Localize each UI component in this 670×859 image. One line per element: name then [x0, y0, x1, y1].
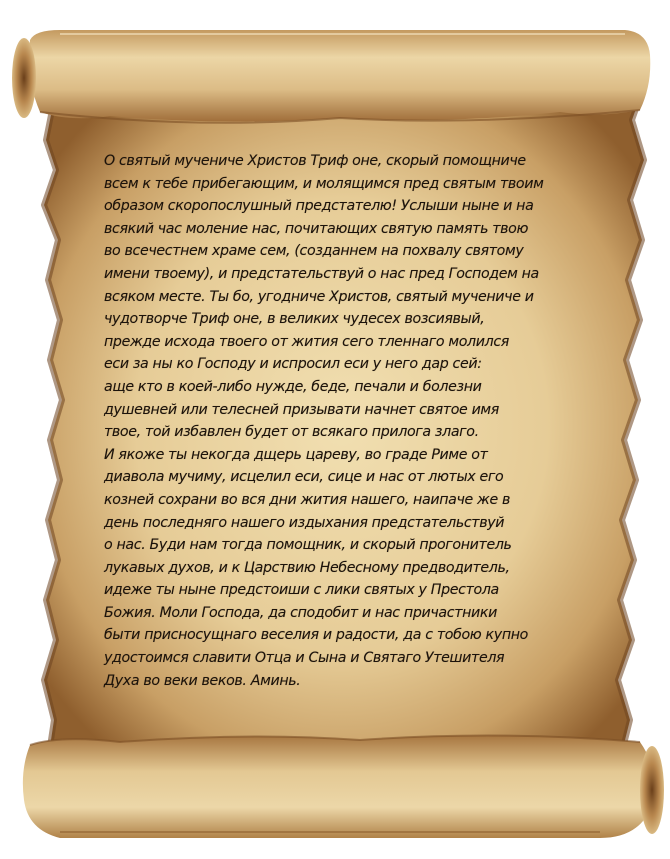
prayer-line: прежде исхода твоего от жития сего тленнаго молился — [104, 333, 509, 350]
prayer-text — [104, 150, 624, 692]
prayer-line: аще кто в коей-либо нужде, беде, печали и болезни — [104, 378, 482, 395]
prayer-line: лукавых духов, и к Царствию Небесному предводитель, — [104, 559, 510, 576]
prayer-line: имени твоему), и предстательствуй о нас пред Господем на — [104, 265, 539, 282]
prayer-line: еси за ны ко Господу и испросил еси у него дар сей: — [104, 356, 482, 373]
top-roll — [12, 30, 650, 123]
prayer-line: идеже ты ныне предстоиши с лики святых у Престола — [104, 582, 499, 599]
prayer-line: образом скоропослушный предстателю! Услыши ныне и на — [104, 198, 534, 215]
prayer-line: О святый мучениче Христов Триф оне, скорый помощниче — [104, 153, 526, 169]
prayer-line: удостоимся славити Отца и Сына и Святаго Утешителя — [104, 650, 505, 667]
bottom-roll-right-end — [640, 746, 664, 834]
prayer-line: всякий час моление нас, почитающих святую память твою — [104, 220, 529, 237]
prayer-line: всяком месте. Ты бо, угодниче Христов, святый мучениче и — [104, 288, 534, 305]
prayer-line: быти присносущнаго веселия и радости, да с тобою купно — [104, 627, 529, 644]
top-roll-left-end — [12, 38, 36, 118]
prayer-line: чудотворче Триф оне, в великих чудесех возсиявый, — [104, 311, 485, 328]
prayer-line: Духа во веки веков. Аминь. — [104, 672, 301, 689]
prayer-line: твое, той избавлен будет от всякаго прилога злаго. — [104, 424, 479, 441]
prayer-line: день последняго нашего издыхания предстательствуй — [104, 514, 505, 531]
bottom-roll — [23, 735, 664, 838]
prayer-line: душевней или телесней призывати начнет святое имя — [104, 401, 499, 418]
prayer-line: всем к тебе прибегающим, и молящимся пред святым твоим — [104, 175, 544, 192]
prayer-line: во всечестнем храме сем, (созданнем на похвалу святому — [104, 243, 524, 260]
prayer-line: диавола мучиму, исцелил еси, сице и нас от лютых его — [104, 469, 504, 486]
prayer-line: Божия. Моли Господа, да сподобит и нас причастники — [104, 604, 497, 621]
prayer-line: о нас. Буди нам тогда помощник, и скорый прогонитель — [104, 537, 512, 554]
prayer-line: козней сохрани во вся дни жития нашего, наипаче же в — [104, 491, 511, 508]
prayer-line: И якоже ты некогда дщерь цареву, во граде Риме от — [104, 446, 488, 463]
